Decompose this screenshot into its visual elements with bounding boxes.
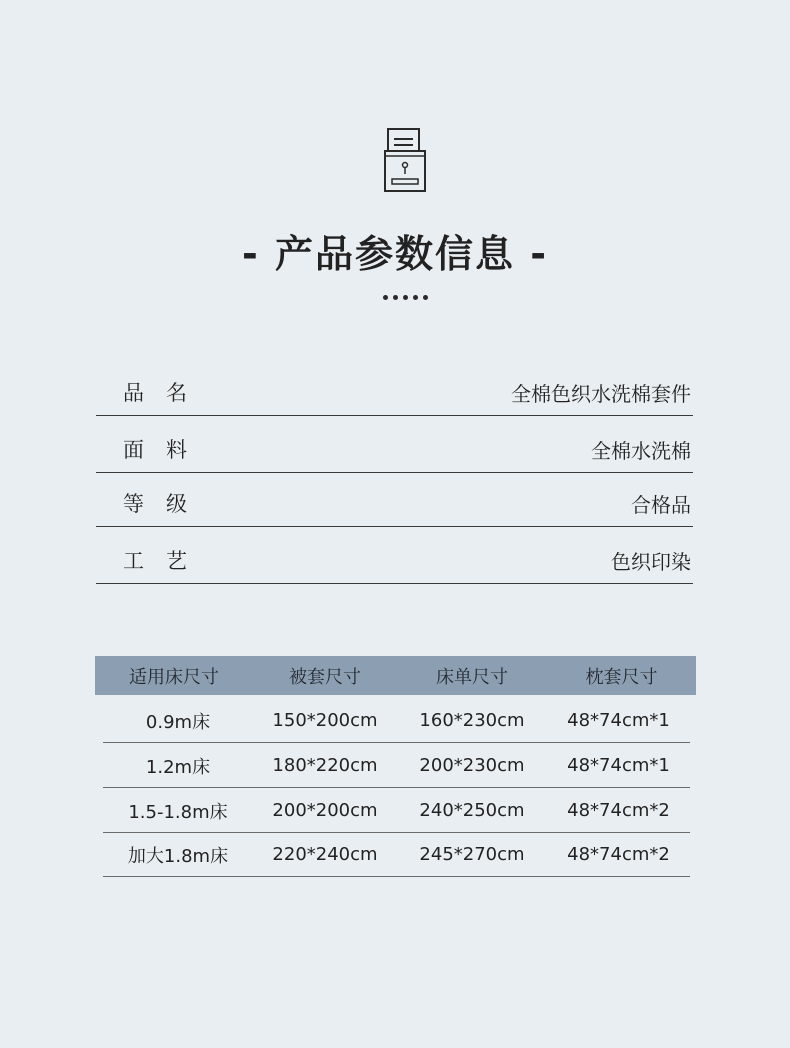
table-row	[103, 833, 690, 877]
spec-value: 合格品	[631, 493, 691, 517]
header-cell-duvet-size: 被套尺寸	[289, 666, 361, 688]
table-row	[103, 699, 690, 743]
table-cell: 48*74cm*1	[567, 755, 670, 776]
header-cell-pillowcase-size: 枕套尺寸	[585, 666, 658, 688]
table-cell: 180*220cm	[272, 755, 378, 776]
table-cell: 245*270cm	[419, 844, 525, 865]
spec-value: 全棉色织水洗棉套件	[511, 382, 691, 406]
table-row	[103, 744, 690, 788]
spec-row-product-name	[96, 360, 693, 416]
table-cell: 加大1.8m床	[127, 845, 229, 867]
table-cell: 240*250cm	[419, 800, 525, 821]
spec-row-craft	[96, 528, 693, 584]
spec-value: 全棉水洗棉	[591, 439, 691, 463]
table-cell: 1.5-1.8m床	[128, 801, 228, 823]
table-cell: 200*230cm	[419, 755, 525, 776]
table-cell: 160*230cm	[419, 710, 525, 731]
spec-value: 色织印染	[611, 550, 691, 574]
table-row	[103, 789, 690, 833]
table-cell: 48*74cm*2	[567, 800, 670, 821]
spec-label: 面料	[123, 438, 209, 462]
spec-label: 工艺	[123, 549, 209, 573]
header-cell-sheet-size: 床单尺寸	[436, 666, 508, 688]
table-cell: 1.2m床	[145, 756, 211, 778]
size-table	[95, 656, 696, 867]
table-cell: 48*74cm*2	[567, 844, 670, 865]
table-cell: 200*200cm	[272, 800, 378, 821]
header-cell-bed-size: 适用床尺寸	[129, 666, 219, 688]
spec-label: 等级	[123, 492, 209, 516]
size-table-header	[95, 656, 696, 695]
table-cell: 0.9m床	[145, 711, 211, 733]
spec-label: 品名	[123, 381, 209, 405]
spec-row-grade	[96, 471, 693, 527]
page-title: - 产品参数信息 -	[241, 232, 548, 276]
table-cell: 220*240cm	[272, 844, 378, 865]
table-cell: 48*74cm*1	[567, 710, 670, 731]
title-dots-decoration	[383, 295, 431, 301]
table-cell: 150*200cm	[272, 710, 378, 731]
document-box-icon	[383, 127, 427, 193]
spec-row-fabric	[96, 417, 693, 473]
